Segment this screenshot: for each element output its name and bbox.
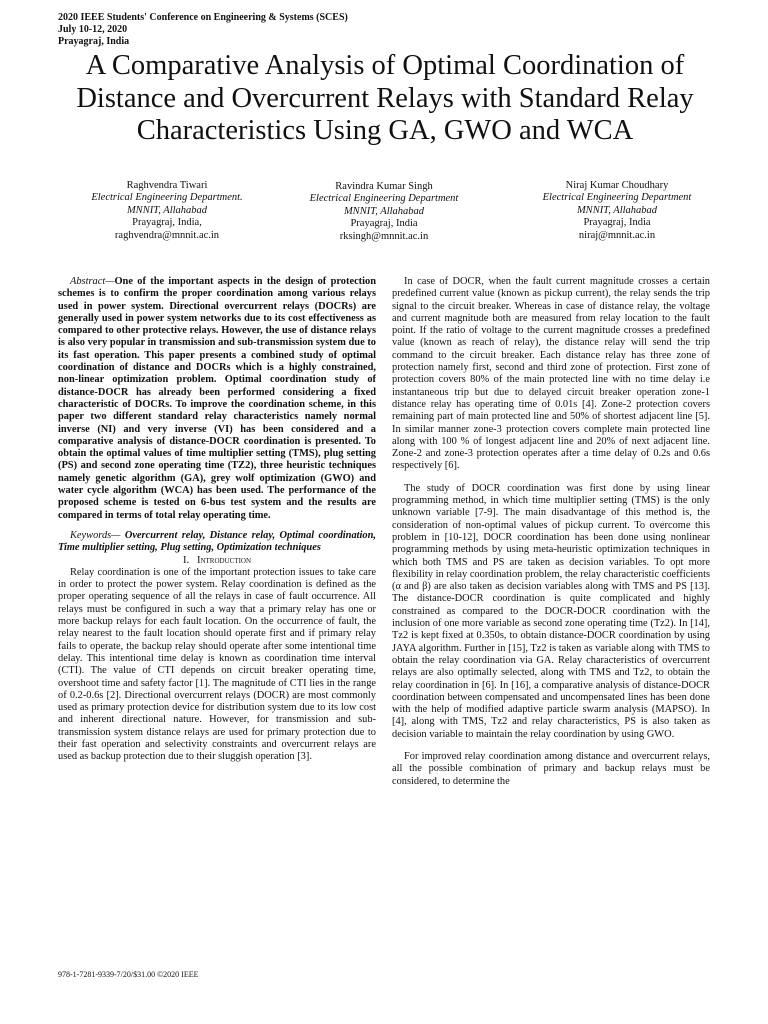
section-title: Introduction	[196, 554, 252, 566]
author-email: rksingh@mnnit.ac.in	[339, 230, 429, 242]
paper-title: A Comparative Analysis of Optimal Coordination of Distance and Overcurrent Relays with Standard Relay Characteristics Using GA, GWO and WCA	[76, 50, 694, 146]
keywords-text: Overcurrent relay, Distance relay, Optimal coordination, Time multiplier setting, Plug setting, Optimization techniques	[58, 529, 376, 554]
keywords	[58, 530, 376, 555]
author-dept: Electrical Engineering Department.	[91, 192, 243, 204]
author-inst: MNNIT, Allahabad	[343, 205, 425, 217]
author-name: Raghvendra Tiwari	[126, 180, 208, 191]
author-city: Prayagraj, India	[583, 217, 651, 229]
paragraph: The study of DOCR coordination was first done by using linear programming method, in which time multiplier setting (TMS) is the only unknown variable [7-9]. The main disadvantage of this method is, the consideration of non-optimal values of pickup current. To overcome this problem in [10-12], DOCR coordination has been done using nonlinear programming methods by using meta-heuristic optimization techniques in which both TMS and PS are taken as decision variables. To opt more flexibility in relay coordination problem, the relay characteristic coefficients (α and β) are also taken as decision variables along with TMS and PS [13]. The distance-DOCR coordination is quite complicated and highly constrained as compared to the DOCR-DOCR coordination with the inclusion of one more variable as second zone operating time (Tz2). In [14], Tz2 is kept fixed at 0.350s, to obtain distance-DOCR coordination by using JAYA algorithm. Further in [15], Tz2 is taken as variable along with TMS to obtain the relay coordination via GA. Relay characteristics of overcurrent relays are also optimally selected, along with TMS and Tz2, to obtain the relay coordination in [6]. In [16], a comparative analysis of distance-DOCR coordination between compensated and uncompensated lines has been done with the help of modified adaptive particle swarm analysis (MAPSO). In [4], along with TMS, Tz2 and relay characteristics, PS is also taken as decision variable to maintain the relay coordination by using GWO.	[392, 482, 710, 740]
paragraph: In case of DOCR, when the fault current magnitude crosses a certain predefined current value (known as pickup current), the relay sends the trip signal to the circuit breaker. Whereas in case of distance relay, the voltage and current magnitude both are measured from relay location to the fault point. If the ratio of voltage to the current magnitude crosses a predefined value (known as reach of relay), the distance relay will send the trip command to the circuit breaker. Each distance relay has three zone of protection namely first, second and third zone of protection. First zone of protection covers 80% of the main protected line with no time delay i.e instantaneous trip but due to delayed circuit breaker operation zone-1 distance relay has operating time of 0.01s [4]. Zone-2 protection covers remaining part of main protected line and 50% of shortest adjacent line [5]. In similar manner zone-3 protection covers complete main protected line along with 100 % of longest adjacent line and 20% of next adjacent line. Zone-2 and zone-3 protection operates after a time delay of 0.2s and 0.6s respectively [6].	[392, 276, 710, 472]
author-inst: MNNIT, Allahabad	[126, 204, 208, 216]
author-email: raghvendra@mnnit.ac.in	[114, 229, 220, 241]
author-name: Ravindra Kumar Singh	[335, 181, 433, 192]
author-city: Prayagraj, India	[350, 218, 418, 230]
section-heading	[58, 555, 376, 567]
conference-name: 2020 IEEE Students' Conference on Engineering & Systems (SCES)	[58, 12, 348, 23]
section-number: I.	[182, 554, 190, 566]
author-dept: Electrical Engineering Department	[542, 192, 692, 204]
author-dept: Electrical Engineering Department	[309, 193, 459, 205]
author-city: Prayagraj, India,	[132, 217, 202, 229]
left-column	[58, 276, 376, 764]
author-inst: MNNIT, Allahabad	[576, 204, 658, 216]
paragraph: For improved relay coordination among distance and overcurrent relays, all the possible combination of primary and backup relays must be considered, to determine the	[392, 750, 710, 787]
author-1	[52, 180, 282, 242]
author-email: niraj@mnnit.ac.in	[578, 229, 656, 241]
abstract	[58, 276, 376, 522]
right-column	[392, 276, 710, 788]
author-name: Niraj Kumar Choudhary	[565, 180, 669, 191]
author-2	[269, 181, 499, 243]
copyright-footer: 978-1-7281-9339-7/20/$31.00 ©2020 IEEE	[58, 970, 199, 979]
conference-location: Prayagraj, India	[58, 36, 130, 47]
author-3	[502, 180, 732, 242]
abstract-text: One of the important aspects in the design of protection schemes is to confirm the proper coordination among various relays used in power system. Directional overcurrent relays (DOCRs) are generally used in power system networks due to its cost effectiveness as compared to other protective relays. However, the use of distance relays is also very popular in transmission and sub-transmission system due to its fast operation. This paper presents a combined study of optimal coordination of distance and DOCRs which is a highly constrained, non-linear optimization problem. Optimal coordination study of distance-DOCR has already been performed considering a fixed characteristic of DOCRs. To improve the coordination scheme, in this paper two different standard relay characteristics namely normal inverse (NI) and very inverse (VI) has been considered and a comparative analysis of distance-DOCR coordination is presented. To obtain the optimal values of time multiplier setting (TMS), plug setting (PS) and second zone operating time (TZ2), three heuristic techniques namely genetic algorithm (GA), grey wolf optimization (GWO) and water cycle algorithm (WCA) has been used. The performance of the proposed scheme is tested on 6-bus test system and the results are compared in terms of total relay operating time.	[58, 276, 376, 521]
conference-header	[58, 12, 348, 48]
conference-date: July 10-12, 2020	[58, 24, 128, 35]
abstract-lead: Abstract—	[70, 276, 115, 287]
intro-paragraph: Relay coordination is one of the important protection issues to take care in order to protect the power system. Relay coordination is defined as the proper operating sequence of all the relays in case of fault occurrence. All relays must be configured in such a way that a primary relay has one or more backup relays for each fault location. On the occurrence of fault, the relay nearest to the fault location should operate first and if primary relay fails to operate, the backup relay should operate after some intentional time delay. This intentional time delay is known as coordination time interval (CTI). The value of CTI depends on circuit breaker operating time, overshoot time and safety factor [1]. The magnitude of CTI lies in the range of 0.2-0.6s [2]. Directional overcurrent relays (DOCR) are most commonly used as primary protection device for distribution system due to its low cost and inherent directional nature. However, for transmission and sub-transmission system distance relays are used for primary protection due to their fast operation and selectivity constraints and overcurrent relays are used as backup protection due to their sluggish operation [3].	[58, 566, 376, 763]
keywords-lead: Keywords—	[70, 529, 125, 541]
